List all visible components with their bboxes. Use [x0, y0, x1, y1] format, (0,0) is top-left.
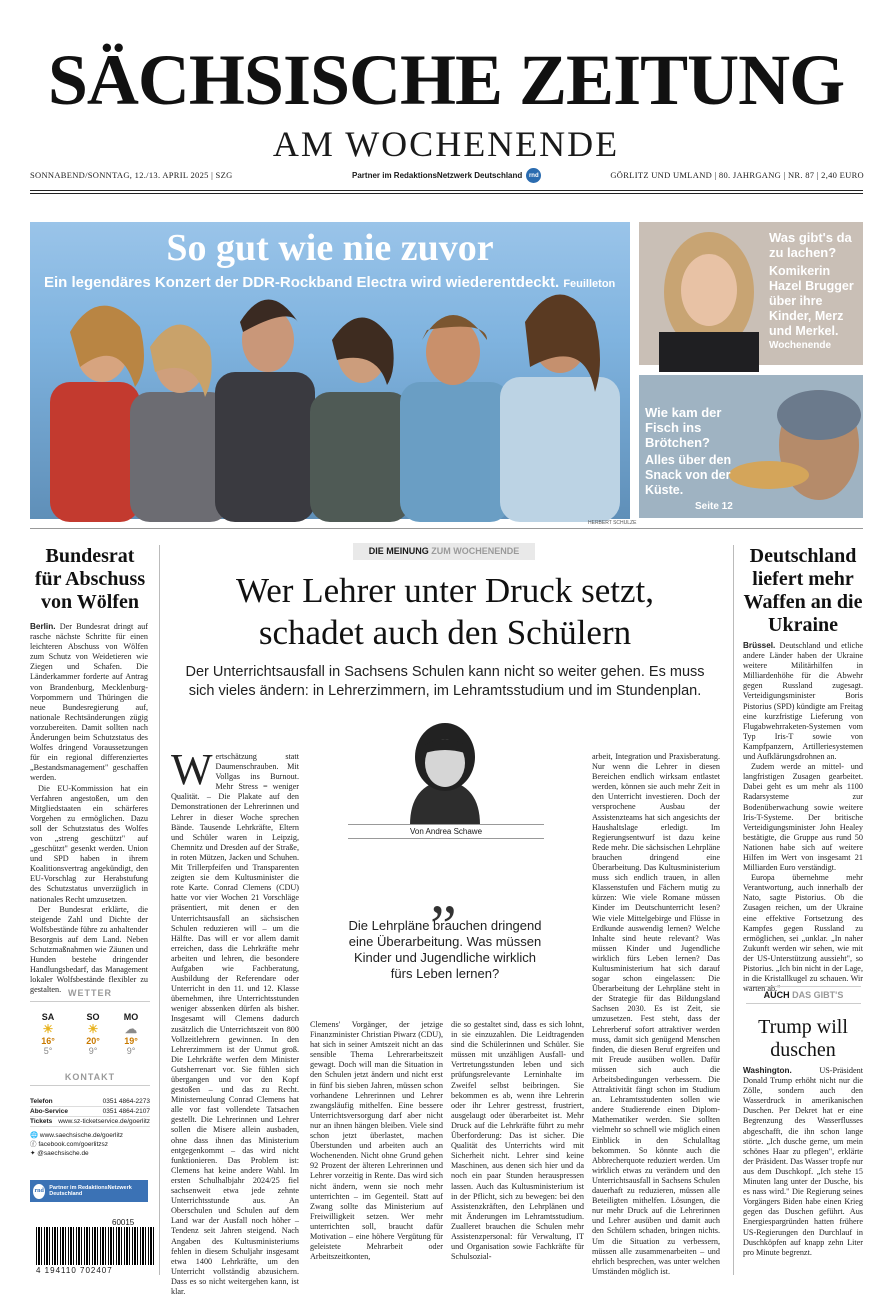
- byline: Von Andrea Schawe: [348, 824, 544, 839]
- bluesky-link[interactable]: @saechsische.de: [37, 1150, 89, 1157]
- weather-low: 9°: [88, 1046, 98, 1056]
- rnd-partner[interactable]: [352, 168, 541, 183]
- barcode-icon: [36, 1227, 154, 1265]
- rnd-logo-icon: rnd: [526, 168, 541, 183]
- author-portrait-icon: [390, 715, 500, 825]
- left-p2: Die EU-Kommission hat ein Verfahren angestoßen, um den Mitgliedstaaten ein schärferes Vorgehen zu ermöglichen. Dazu soll der Schutzstatus des Wolfes von „streng geschützt" auf „geschützt" gesenkt werden. Union und SPD haben in ihrem Koalitionsvertrag angekündigt, den EU-Vorschlag zur Herabstufung des Schutzstatus unverzüglich in nationales Recht umzusetzen.: [30, 783, 148, 904]
- masthead-subtitle: AM WOCHENENDE: [272, 124, 620, 164]
- contact-list: [30, 1097, 150, 1158]
- right-article: [743, 641, 863, 994]
- teaser-fish[interactable]: [639, 375, 863, 518]
- website-link[interactable]: www.saechsische.de/goerlitz: [39, 1132, 124, 1139]
- teaser2-section: Seite 12: [695, 501, 733, 512]
- right-article2: [743, 1066, 863, 1276]
- kicker-b: DAS GIBT'S: [792, 990, 844, 1000]
- right-headline2: Trump will duschen: [758, 1016, 848, 1061]
- right-p4: US-Präsident Donald Trump erhöht nicht nur die Zölle, sondern auch den Wasserdruck in amerikanischen Duschen. Per Dekret hat er eine Begrenzung des Wasserflusses abgeschafft, die ihn schon lange störte. „Ich dusche gerne, um mein schönes Haar zu pflegen", erklärte der Präsident. Das Wasser tropfe nur aus dem Duschkopf. „Ich stehe 15 Minuten lang unter der Dusche, bis es nass wird." Die Regierung seines Vorgängers Biden habe einen Krieg gegen das Duschen geführt. Aus Energiespargründen hatten frühere US-Regierungen den Durchlauf in Duschköpfen auf knapp zehn Liter pro Minute begrenzt.: [743, 1066, 863, 1257]
- contact-key: Telefon: [30, 1098, 53, 1105]
- main-title: Wer Lehrer unter Druck setzt, schadet auch den Schülern: [236, 571, 654, 652]
- weather-day-mo: [116, 1012, 146, 1056]
- teaser1-headline: Was gibt's da zu lachen?: [769, 230, 852, 260]
- pull-quote: Die Lehrpläne brauchen dringend eine Überarbeitung. Was müssen Kinder und Jugendliche wirklich fürs Leben lernen?: [348, 918, 542, 981]
- masthead-rule-2: [30, 193, 863, 194]
- main-col3: die so gestaltet sind, dass es sich lohnt, in sie einzuzahlen. Die Leidtragenden sind die Schülerinnen und Schüler. Sie müssen mit unzähligen Ausfall- und Vertretungsstunden leben und sich prüfungsrelevante Lerninhalte im Zweifel selbst beibringen. Sie bekommen es ab, wenn ihre Lehrerin oder ihr Lehrer gestresst, frustriert, ausgelaugt oder überarbeitet ist. Mehr Druck auf die Lehrkräfte führt zu mehr Überforderung: Das ist sicher. Die Qualität des Unterrichts wird mit Sicherheit nicht. Lehrer sind keine Maschinen, aus denen sich hier und da noch ein paar Stunden herauspressen lassen. Auch das Kultusministerium ist in der Pflicht, sich zu bewegen: bei den Assistenzkräften, den Lehrplänen und mit Änderungen im Lehramtsstudium. Zualleret brauchen die Schulen mehr Assistenzpersonal: für Verwaltung, IT und Organisation sowie Fachkräfte für Schulsozial-: [451, 1020, 584, 1262]
- main-kicker: [353, 543, 535, 560]
- contact-key: Tickets: [30, 1118, 53, 1125]
- right-dateline2: Washington.: [743, 1066, 792, 1075]
- abo-number[interactable]: 0351 4864-2107: [102, 1108, 150, 1115]
- kicker-a: DIE MEINUNG: [368, 546, 429, 556]
- left-p3: Der Bundesrat erklärte, die steigende Zahl und Dichte der Wolfsbestände führe zu anhaltender Besorgnis auf dem Land. Neben Schutzmaßnahmen wie Zäunen und Hunden bestehe dringender Handlungsbedarf, das Management lokaler Wolfsbestände flexibler zu gestalten.: [30, 904, 148, 995]
- left-article: [30, 622, 148, 995]
- teaser1-text: Komikerin Hazel Brugger über ihre Kinder, Merz und Merkel.: [769, 264, 854, 338]
- facebook-icon: ⓕ: [30, 1141, 37, 1148]
- weather-low: 5°: [43, 1046, 53, 1056]
- masthead-title: SÄCHSISCHE ZEITUNG: [47, 40, 845, 120]
- weather-day-name: SA: [41, 1012, 55, 1022]
- weather-day-name: MO: [123, 1012, 139, 1022]
- column-divider: [733, 545, 734, 1275]
- hero-feature[interactable]: [30, 222, 630, 519]
- teaser2-headline: Wie kam der Fisch ins Brötchen?: [645, 405, 722, 450]
- rnd-banner-text: Partner im RedaktionsNetzwerk Deutschland: [49, 1185, 132, 1197]
- weather-day-sa: [33, 1012, 63, 1056]
- hero-section: Feuilleton: [563, 278, 616, 290]
- weather-high: 20°: [86, 1036, 100, 1046]
- teaser1-section: Wochenende: [769, 340, 832, 351]
- barcode-digits: 4 194110 702407: [36, 1266, 113, 1275]
- right-headline: Deutschland liefert mehr Waffen an die Ukraine: [743, 545, 863, 636]
- masthead-rule: [30, 190, 863, 191]
- left-dateline: Berlin.: [30, 622, 56, 631]
- rain-cloud-icon: ☁: [125, 1022, 137, 1036]
- column-divider: [159, 545, 160, 1275]
- right-p2: Zudem werde an mittel- und langfristigen Zusagen gearbeitet. Dabei geht es um mehr als 1100 Radarsysteme zur Bodenüberwachung sowie weitere Iris-T-Systeme. Der britische Verteidigungsminister John Healey bestätigte, die Gruppe aus rund 50 Nationen habe sich auf weitere Hilfen im Wert von insgesamt 21 Milliarden Euro verständigt.: [743, 762, 863, 873]
- section-rule: [30, 528, 863, 529]
- main-col2: Clemens' Vorgänger, der jetzige Finanzminister Christian Piwarz (CDU), hat sich in seiner Amtszeit nicht an das sensible Thema Lehrerarbeitszeit gewagt. Doch will man die Situation in den Schulen jetzt ändern und nicht erst in fünf bis sieben Jahren, müssen schon vorhandene Lehrerinnen und Lehrer zwangsläufig mithelfen. Eine bessere Unterrichtsversorgung darf aber nicht nur an ihnen hängen bleiben. Viele sind schon jetzt überlastet, machen Überstunden und arbeiten auch an Wochenenden. Nicht ohne Grund gehen 92 Prozent der älteren Lehrerinnen und Lehrer vorzeitig in Rente. Das wird sich nicht ändern, wenn sie noch mehr unterrichten – im Gegenteil. Statt auf Zwang sollte das Ministerium auf Freiwilligkeit setzen. Wer mehr unterrichten soll, braucht dafür Motivation – eine höhere Vergütung für geleistete Mehrarbeit oder Arbeitszeitkonten,: [310, 1020, 443, 1262]
- band-photo-icon: [30, 222, 630, 519]
- facebook-link[interactable]: facebook.com/goerlitzsz: [38, 1141, 109, 1148]
- left-headline: Bundesrat für Abschuss von Wölfen: [34, 545, 146, 613]
- teaser-comedian[interactable]: [639, 222, 863, 365]
- edition-info: GÖRLITZ UND UMLAND | 80. JAHRGANG | NR. 87 | 2,40 EURO: [610, 170, 864, 180]
- contact-label: KONTAKT: [30, 1072, 150, 1086]
- weather-low: 9°: [126, 1046, 136, 1056]
- right-dateline: Brüssel.: [743, 641, 776, 650]
- globe-icon: 🌐: [30, 1132, 39, 1139]
- sun-cloud-icon: ☀: [42, 1022, 54, 1036]
- weather-day-name: SO: [86, 1012, 100, 1022]
- rnd-banner[interactable]: [30, 1180, 148, 1202]
- issue-date: SONNABEND/SONNTAG, 12./13. APRIL 2025 | SZG: [30, 170, 233, 180]
- main-col1-text: ertschätzung statt Daumenschrauben. Mit Vollgas ins Burnout. Mehr Stress = weniger Qualität. – Die Plakate auf den Demonstrationen der Lehrerinnen und Lehrer in dieser Woche sprechen Bände. Tausende Lehrkräfte, Eltern und Schüler waren in Leipzig, Chemnitz und Dresden auf der Straße, in roten Mützen, Jacken und Schuhen. Mit Trillerpfeifen und Transparenten zeigten sie dem Kultusminister die rote Karte. Conrad Clemens (CDU) hatte vor vier Wochen 21 Vorschläge präsentiert, mit denen er den Unterrichtsausfall an sächsischen Schulen reduzieren will – um die Hälfte. Das will er vor allem damit erreichen, dass die Lehrkräfte mehr arbeiten und lehren, die besondere Aufgaben wie Fachberatung, Ausbildung der Referendare oder Unterricht in den 11. und 12. Klasse übernehmen, ihre Unterrichtsstunden weniger abssenken dürfen als bisher. Insgesamt will Clemens dadurch zusätzlich die Unterrichtszeit von 800 Vollzeitlehrern gewinnen. In den Lehrerzimmern ist der Unmut groß. Die Lehrkräfte werfen dem Minister Gutsherrenart vor. Sie fühlen sich übergangen und vor den Kopf gestoßen – und das zu Recht. Ministerneulung Conrad Clemens hat alle vor fast vollendete Tatsachen gestellt. Die Lehrerinnen und Lehrer sollen die Misere allein ausbaden, ohne dass ihnen das Ministerium entgegenkommt – das wird nicht funktionieren. Das Problem ist: Clemens hat keine andere Wahl. Im ersten Schulhalbjahr 2024/25 fiel sachsenweit etwa jede zehnte Unterrichtsstunde aus. An Oberschulen und Schulen auf dem Land war der Ausfall noch höher – Tendenz seit Jahren steigend. Nach Angaben des Kultusministeriums fehlen in diesem Schuljahr insgesamt etwa 1400 Lehrkräfte, um den Unterricht vollständig abzusichern. Dass es so nicht weitergehen kann, ist klar.: [171, 752, 299, 1296]
- barcode-addon: 60015: [112, 1218, 135, 1227]
- left-p1: Der Bundesrat dringt auf rasche nächste Schritte für einen leichteren Abschuss von Wölfen zum Schutz von Weidetieren wie Ziegen und Schafen. Die Länderkammer forderte auf Antrag von Brandenburg, Mecklenburg-Vorpommern und Thüringen die neue Bundesregierung auf, nationale Rechtsänderungen zügig vorzubereiten. Damit sollten nach Änderungen beim Schutzstatus des Wolfes dringend Voraussetzungen für ein regional differenziertes „Bestandsmanagement" geschaffen werden.: [30, 622, 149, 783]
- kicker-b: ZUM WOCHENENDE: [431, 546, 520, 556]
- hero-title: So gut wie nie zuvor: [166, 227, 494, 269]
- ticket-link[interactable]: www.sz-ticketservice.de/goerlitz: [58, 1118, 150, 1125]
- right-p3: Europa übernehme mehr Verantwortung, auch innerhalb der Nato, sagte Pistorius. Ob die Zusagen reichen, um der Ukraine eine effektive Fortsetzung des Kampfes gegen Russland zu ermöglichen, sei „unklar. „In naher Zukunft werden wir sehen, wie mit der US-Unterstützung aussieht", so Pistorius. „Ich bin nicht in der Lage, in die Kristallkugel zu schauen. Wir warten ab.": [743, 873, 863, 994]
- weather-day-so: [78, 1012, 108, 1056]
- kicker-a: AUCH: [763, 990, 790, 1000]
- teaser2-text: Alles über den Snack von der Küste.: [645, 453, 732, 497]
- bluesky-icon: ✦: [30, 1150, 36, 1157]
- main-col1: [171, 745, 299, 1296]
- phone-number[interactable]: 0351 4864-2273: [102, 1098, 150, 1105]
- weather-high: 16°: [41, 1036, 55, 1046]
- sun-cloud-icon: ☀: [87, 1022, 99, 1036]
- hero-subtitle-text: Ein legendäres Konzert der DDR-Rockband Electra wird wiederentdeckt.: [44, 274, 560, 291]
- weather-label: WETTER: [30, 988, 150, 1002]
- photo-credit: HERBERT SCHULZE: [588, 520, 637, 526]
- main-col4: arbeit, Integration und Praxisberatung. Nur wenn die Lehrer in diesen Bereichen endlich wirksam entlastet werden, können sie auch mehr Zeit in den Unterricht investieren. Doch der versprochene Ausbau der Assistenzteams hat sich angesichts der Haushaltslage erledigt. Im Regierungsentwurf ist dazu keine Rede mehr. Die sächsischen Lehrpläne brauchen dringend eine Überarbeitung. Das Kultusministerium muss sich endlich trauen, in allen Klassenstufen und Fächern mutig zu kürzen: Wie viele Romane müssen Kinder im Deutschunterricht lesen? Wie viele Mittelgebirge und Flüsse in Erdkunde auswendig lernen? Welche Inhalte sind heute relevant? Was müssen Kinder und Jugendliche wirklich fürs Leben lernen? Das Kultusministerium hat sich darauf sogar schon eingelassen: Die Überarbeitung der Lehrpläne steht in der Strategie für das Bildungsland Sachsen 2030. Es ist Zeit, sie umzusetzen. Fest steht, dass der Lehrerberuf sofort attraktiver werden muss, damit sich genügend Menschen finden, die diesen Beruf ergreifen und mit Freude ausüben wollen. Dafür müssen sich auch die Arbeitsbedingungen verbessern. Die Attraktivität fängt schon im Studium an. Lehramtsstudenten sollen wie andere Studierende einen Diplom-Mathematiker werden. Sie sollten vielmehr so schnell wie möglich einen Einblick in den Schulalltag bekommen. So könnte auch die Abbrecherquote reduziert werden. Um wirklich etwas zu verändern und den Unterrichtsausfall in Sachsens Schulen dauerhaft zu reduzieren, müssen alle Beteiligten mithelfen. Lösungen, die nur mehr Druck auf die Lehrerinnen und Lehrer ausüben und damit auch den Schülern schaden, bringen nichts. Um die Situation zu verbessern, müssen alle zusammenarbeiten – und ehrlich besprechen, was unter welchen Umständen möglich ist.: [592, 752, 720, 1276]
- right-p1: Deutschland und etliche andere Länder haben der Ukraine weitere Militärhilfen in Milliardenhöhe für die Abwehr gegen Russland zugesagt. Verteidigungsminister Boris Pistorius (SPD) kündigte am Freitag eine kurzfristige Lieferung von Flugabwehrraketen-Systemen vom Typ Iris-T sowie von Kampfpanzern, Artilleriesystemen und Aufklärungsdrohnen an.: [743, 641, 863, 762]
- right-kicker: [746, 986, 861, 1004]
- weather-high: 19°: [124, 1036, 138, 1046]
- partner-text: Partner im RedaktionsNetzwerk Deutschland: [352, 171, 523, 180]
- quote-mark-icon: „: [430, 859, 457, 925]
- contact-key: Abo-Service: [30, 1108, 68, 1115]
- main-subtitle: Der Unterrichtsausfall in Sachsens Schulen kann nicht so weiter gehen. Es muss sich vieles ändern: in Lehrerzimmern, im Lehramtsstudium und im Stundenplan.: [185, 664, 705, 699]
- dropcap: W: [171, 745, 213, 794]
- rnd-logo-icon: rnd: [33, 1184, 45, 1199]
